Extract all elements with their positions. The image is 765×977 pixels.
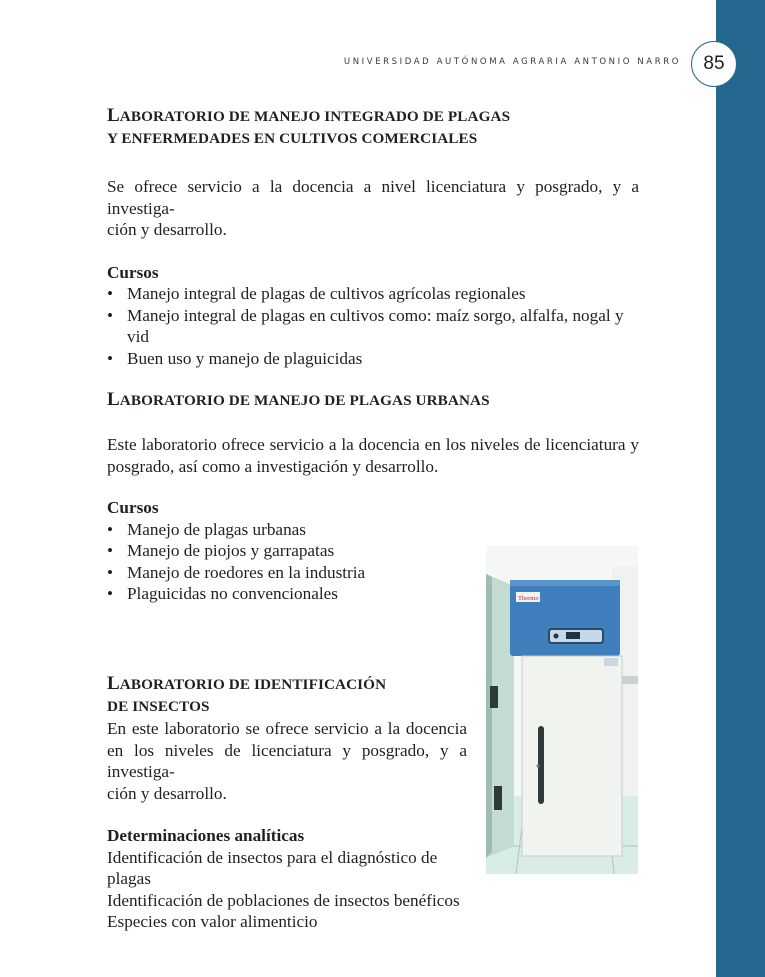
section-description: Se ofrece servicio a la docencia a nivel licenciatura y posgrado, y a investiga- ción y desarrollo. [107,177,639,239]
bullet-icon: • [107,541,114,560]
section-title [107,389,642,412]
title-cap: L [107,105,120,126]
section-description: En este laboratorio se ofrece servicio a la docencia en los niveles de licenciatura y posgrado, y a investiga- ción y desarrollo. [107,719,467,803]
list-item [107,283,642,305]
list-item [107,519,642,541]
analysis-item: Identificación de poblaciones de insectos benéficos [107,890,460,910]
list-item [107,348,642,370]
section-description: Este laboratorio ofrece servicio a la docencia en los niveles de licenciatura y posgrado, así como a investigación y desarrollo. [107,435,639,476]
list-item-text: Buen uso y manejo de plaguicidas [127,348,363,368]
section-title [107,673,469,718]
course-list [107,283,642,369]
lab-equipment-photo [486,546,638,874]
bullet-icon: • [107,305,114,325]
section-ipm-lab [107,105,642,369]
bullet-icon: • [107,584,114,603]
list-heading: Cursos [107,498,159,517]
list-item-text: Plaguicidas no convencionales [127,584,338,603]
bullet-icon: • [107,519,114,539]
bullet-icon: • [107,284,114,303]
analysis-item: Identificación de insectos para el diagnóstico de plagas [107,847,438,888]
refrigerator-illustration [486,546,638,874]
page-number-text: 85 [703,53,725,74]
analysis-item: Especies con valor alimenticio [107,912,318,931]
section-title [107,105,642,150]
list-item-text: Manejo de roedores en la industria [127,562,366,582]
title-cap: L [107,673,120,694]
list-item-text: Manejo de piojos y garrapatas [127,541,335,560]
list-heading: Cursos [107,262,159,282]
title-cap: L [107,389,120,410]
title-line-2: DE INSECTOS [107,698,210,715]
page-number [691,41,737,87]
bullet-icon: • [107,348,114,368]
section-insect-id-lab [107,673,469,933]
title-line-1: ABORATORIO DE MANEJO DE PLAGAS URBANAS [119,392,490,409]
running-head: UNIVERSIDAD AUTÓNOMA AGRARIA ANTONIO NARRO [343,57,681,67]
title-line-1: ABORATORIO DE IDENTIFICACIÓN [119,676,387,693]
title-line-1: ABORATORIO DE MANEJO INTEGRADO DE PLAGAS [119,108,511,125]
bullet-icon: • [107,562,114,582]
sidebar-band [716,0,765,977]
list-heading: Determinaciones analíticas [107,826,305,845]
list-item [107,305,642,348]
brand-label: Thermo [518,595,539,602]
list-item-text: Manejo integral de plagas de cultivos agrícolas regionales [127,284,526,303]
list-item-text: Manejo de plagas urbanas [127,519,306,539]
title-line-2: Y ENFERMEDADES EN CULTIVOS COMERCIALES [107,130,478,147]
list-item-text: Manejo integral de plagas en cultivos como: maíz sorgo, alfalfa, nogal y vid [127,305,624,346]
